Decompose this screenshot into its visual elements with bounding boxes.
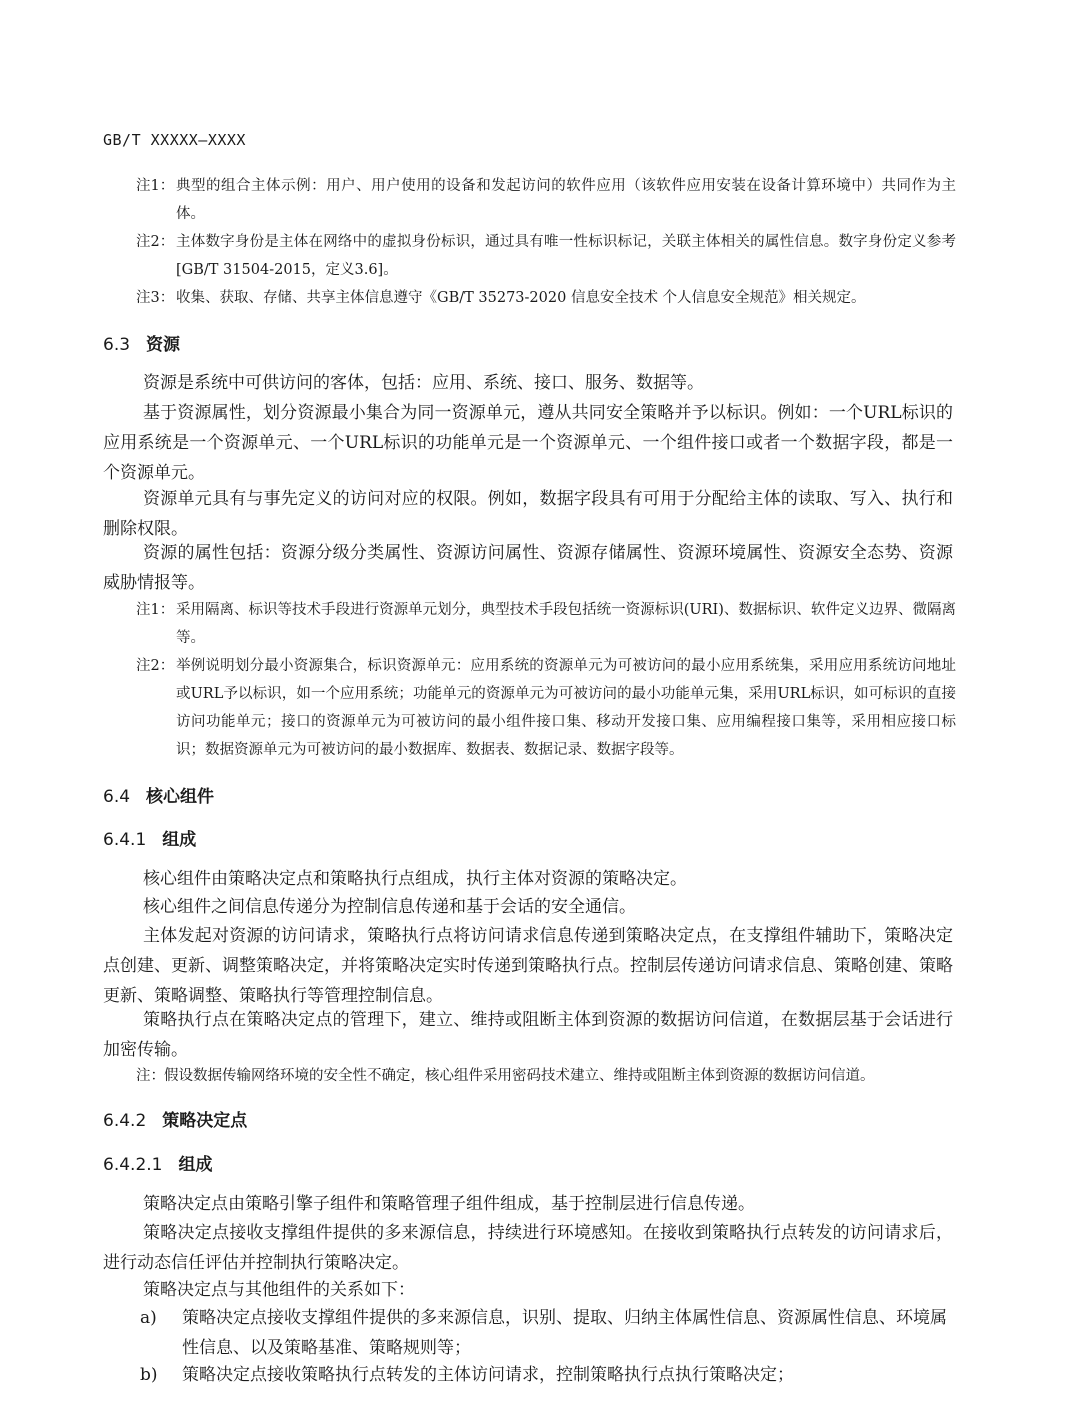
note-label: 注2： bbox=[136, 234, 175, 250]
section-6-4-1-heading bbox=[103, 825, 196, 850]
list-item-text: 策略决定点接收支撑组件提供的多来源信息，识别、提取、归纳主体属性信息、资源属性信息、环境属性信息、以及策略基准、策略规则等； bbox=[182, 1308, 947, 1358]
list-item-b bbox=[140, 1360, 953, 1390]
note-label: 注1： bbox=[136, 602, 175, 618]
paragraph: 资源的属性包括：资源分级分类属性、资源访问属性、资源存储属性、资源环境属性、资源安全态势、资源威胁情报等。 bbox=[103, 543, 953, 593]
section-number: 6.4.2.1 bbox=[103, 1155, 163, 1175]
section-number: 6.4.2 bbox=[103, 1111, 147, 1131]
note-top-2 bbox=[136, 228, 956, 284]
note-top-3 bbox=[136, 284, 956, 312]
list-item-label: a) bbox=[140, 1308, 157, 1328]
paragraph: 资源单元具有与事先定义的访问对应的权限。例如，数据字段具有可用于分配给主体的读取、写入、执行和删除权限。 bbox=[103, 489, 953, 539]
paragraph: 核心组件之间信息传递分为控制信息传递和基于会话的安全通信。 bbox=[143, 897, 636, 917]
note-text: 假设数据传输网络环境的安全性不确定，核心组件采用密码技术建立、维持或阻断主体到资源的数据访问信道。 bbox=[164, 1068, 875, 1084]
paragraph: 主体发起对资源的访问请求，策略执行点将访问请求信息传递到策略决定点，在支撑组件辅助下，策略决定点创建、更新、调整策略决定，并将策略决定实时传递到策略执行点。控制层传递访问请求信息、策略创建、策略更新、策略调整、策略执行等管理控制信息。 bbox=[103, 926, 953, 1006]
list-item-a bbox=[140, 1303, 953, 1363]
note-label: 注： bbox=[136, 1068, 165, 1084]
note-text: 收集、获取、存储、共享主体信息遵守《GB/T 35273-2020 信息安全技术 个人信息安全规范》相关规定。 bbox=[176, 290, 866, 306]
paragraph: 策略执行点在策略决定点的管理下，建立、维持或阻断主体到资源的数据访问信道，在数据层基于会话进行加密传输。 bbox=[103, 1010, 953, 1060]
paragraph: 核心组件由策略决定点和策略执行点组成，执行主体对资源的策略决定。 bbox=[143, 869, 687, 889]
note-label: 注2： bbox=[136, 658, 175, 674]
section-6-4-2-heading bbox=[103, 1106, 247, 1131]
section-title: 组成 bbox=[178, 1155, 213, 1175]
paragraph: 策略决定点由策略引擎子组件和策略管理子组件组成，基于控制层进行信息传递。 bbox=[143, 1194, 755, 1214]
paragraph: 基于资源属性，划分资源最小集合为同一资源单元，遵从共同安全策略并予以标识。例如：一个URL标识的应用系统是一个资源单元、一个URL标识的功能单元是一个资源单元、一个组件接口或者一个数据字段，都是一个资源单元。 bbox=[103, 403, 953, 483]
paragraph: 策略决定点与其他组件的关系如下： bbox=[143, 1280, 415, 1300]
section-6-3-heading bbox=[103, 330, 180, 355]
list-item-label: b) bbox=[140, 1365, 158, 1385]
section-number: 6.4.1 bbox=[103, 830, 147, 850]
note-label: 注1： bbox=[136, 178, 175, 194]
note-resource-2 bbox=[136, 652, 956, 764]
section-title: 组成 bbox=[162, 830, 197, 850]
note-core-component bbox=[136, 1062, 956, 1090]
section-6-4-heading bbox=[103, 782, 214, 807]
note-text: 典型的组合主体示例：用户、用户使用的设备和发起访问的软件应用（该软件应用安装在设备计算环境中）共同作为主体。 bbox=[176, 178, 956, 222]
note-top-1 bbox=[136, 172, 956, 228]
section-6-4-2-1-heading bbox=[103, 1150, 212, 1175]
note-resource-1 bbox=[136, 596, 956, 652]
paragraph: 策略决定点接收支撑组件提供的多来源信息，持续进行环境感知。在接收到策略执行点转发的访问请求后，进行动态信任评估并控制执行策略决定。 bbox=[103, 1223, 953, 1273]
section-number: 6.4 bbox=[103, 787, 131, 807]
note-label: 注3： bbox=[136, 290, 175, 306]
section-title: 核心组件 bbox=[146, 787, 215, 807]
note-text: 举例说明划分最小资源集合，标识资源单元：应用系统的资源单元为可被访问的最小应用系统集，采用应用系统访问地址或URL予以标识，如一个应用系统；功能单元的资源单元为可被访问的最小功能单元集，采用URL标识，如可标识的直接访问功能单元；接口的资源单元为可被访问的最小组件接口集、移动开发接口集、应用编程接口集等，采用相应接口标识；数据资源单元为可被访问的最小数据库、数据表、数据记录、数据字段等。 bbox=[176, 658, 956, 758]
section-title: 资源 bbox=[146, 335, 181, 355]
note-text: 采用隔离、标识等技术手段进行资源单元划分，典型技术手段包括统一资源标识(URI)、数据标识、软件定义边界、微隔离等。 bbox=[176, 602, 956, 646]
paragraph: 资源是系统中可供访问的客体，包括：应用、系统、接口、服务、数据等。 bbox=[143, 373, 704, 393]
section-number: 6.3 bbox=[103, 335, 131, 355]
list-item-text: 策略决定点接收策略执行点转发的主体访问请求，控制策略执行点执行策略决定； bbox=[182, 1365, 794, 1385]
note-text: 主体数字身份是主体在网络中的虚拟身份标识，通过具有唯一性标识标记，关联主体相关的属性信息。数字身份定义参考[GB/T 31504-2015，定义3.6]。 bbox=[176, 234, 956, 278]
document-id-header: GB/T XXXXX—XXXX bbox=[103, 131, 246, 149]
section-title: 策略决定点 bbox=[162, 1111, 248, 1131]
